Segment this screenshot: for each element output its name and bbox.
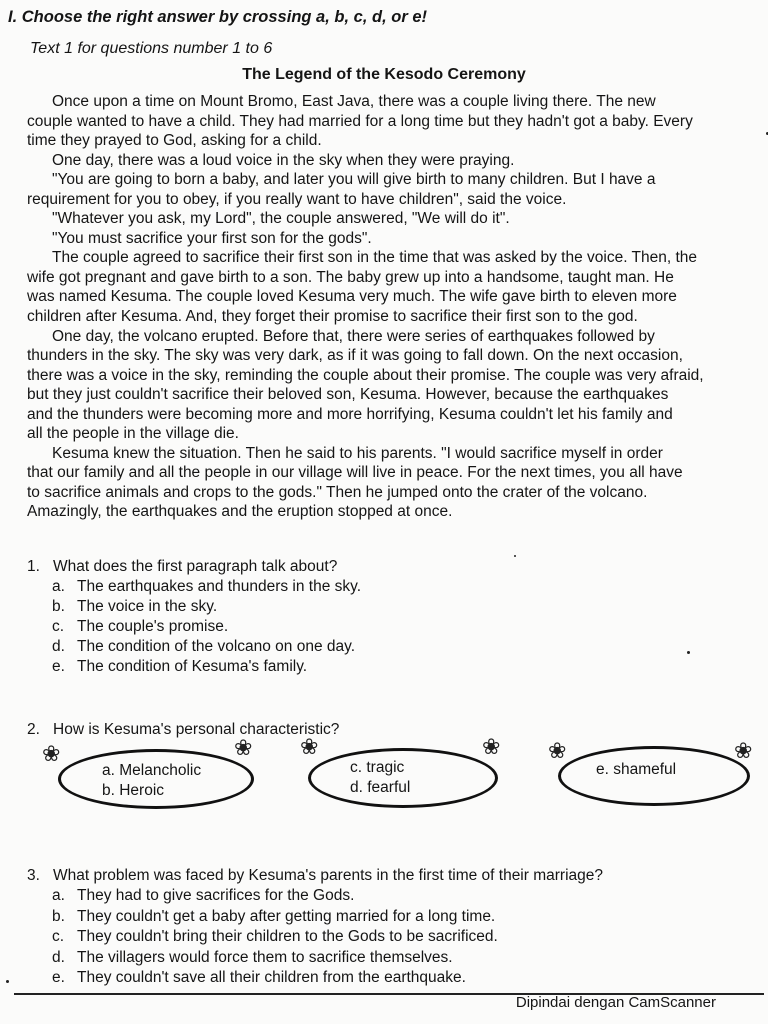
flourish-icon: ❀ bbox=[300, 734, 319, 759]
question-1-option-e[interactable] bbox=[52, 658, 307, 676]
story-line: all the people in the village die. bbox=[27, 425, 239, 443]
story-line: Kesuma knew the situation. Then he said to his parents. "I would sacrifice myself in order bbox=[52, 444, 663, 462]
option-letter: c. bbox=[52, 928, 65, 945]
question-3-number: 3. bbox=[27, 867, 40, 884]
story-line: "You are going to born a baby, and later you will give birth to many children. But I have a bbox=[52, 171, 656, 189]
answer-oval-1[interactable] bbox=[42, 735, 264, 813]
story-line: couple wanted to have a child. They had married for a long time but they hadn't got a baby. Every bbox=[27, 112, 693, 130]
question-2 bbox=[27, 721, 339, 739]
story-line: Once upon a time on Mount Bromo, East Java, there was a couple living there. The new bbox=[52, 93, 656, 110]
option-letter: d. bbox=[52, 948, 65, 966]
story-line: that our family and all the people in our village will live in peace. For the next times, you all have bbox=[27, 464, 683, 482]
question-1-option-b[interactable] bbox=[52, 598, 217, 616]
question-1-number: 1. bbox=[27, 558, 40, 575]
story-body bbox=[27, 92, 761, 522]
option-letter: b. bbox=[52, 598, 65, 615]
flourish-icon: ❀ bbox=[548, 738, 567, 763]
question-1-option-c[interactable] bbox=[52, 618, 228, 636]
oval-1-line-2: b. Heroic bbox=[102, 782, 165, 799]
oval-3-line-1: e. shameful bbox=[596, 761, 677, 778]
option-text: The couple's promise. bbox=[77, 618, 229, 635]
story-title: The Legend of the Kesodo Ceremony bbox=[242, 66, 526, 83]
oval-1-line-1: a. Melancholic bbox=[102, 762, 202, 779]
option-text: They had to give sacrifices for the Gods. bbox=[77, 887, 355, 904]
option-letter: d. bbox=[52, 638, 65, 655]
question-1-option-d[interactable] bbox=[52, 638, 355, 656]
story-line: there was a voice in the sky, reminding the couple about their promise. The couple was very afraid, bbox=[27, 366, 704, 384]
option-text: The voice in the sky. bbox=[77, 598, 218, 615]
story-line: and the thunders were becoming more and more horrifying, Kesuma couldn't let his family and bbox=[27, 405, 673, 423]
story-line: children after Kesuma. And, they forget their promise to sacrifice their first son to the god. bbox=[27, 308, 638, 326]
option-text: The condition of the volcano on one day. bbox=[77, 638, 356, 655]
option-text: They couldn't save all their children from the earthquake. bbox=[77, 969, 466, 986]
question-3-option-a[interactable] bbox=[52, 887, 354, 905]
flourish-icon: ❀ bbox=[734, 738, 753, 763]
option-letter: e. bbox=[52, 969, 65, 986]
scanner-footer: Dipindai dengan CamScanner bbox=[515, 994, 716, 1011]
option-letter: e. bbox=[52, 658, 65, 675]
question-2-text: How is Kesuma's personal characteristic? bbox=[53, 721, 340, 738]
question-1 bbox=[27, 558, 337, 576]
text-label: Text 1 for questions number 1 to 6 bbox=[30, 40, 273, 57]
story-line: to sacrifice animals and crops to the gods." Then he jumped onto the crater of the volcano. bbox=[27, 483, 648, 501]
question-3-option-c[interactable] bbox=[52, 928, 498, 946]
question-2-number: 2. bbox=[27, 721, 40, 738]
story-line: was named Kesuma. The couple loved Kesuma very much. The wife gave birth to eleven more bbox=[27, 288, 677, 306]
option-text: They couldn't bring their children to the Gods to be sacrificed. bbox=[77, 928, 498, 945]
option-text: The villagers would force them to sacrifice themselves. bbox=[77, 948, 453, 966]
story-line: requirement for you to obey, if you really want to have children", said the voice. bbox=[27, 190, 567, 208]
question-3-option-e[interactable] bbox=[52, 969, 466, 987]
scan-speck bbox=[687, 651, 690, 654]
question-3 bbox=[27, 867, 603, 885]
oval-2-line-2: d. fearful bbox=[350, 779, 411, 796]
option-text: The condition of Kesuma's family. bbox=[77, 658, 308, 675]
question-3-text: What problem was faced by Kesuma's parents in the first time of their marriage? bbox=[53, 867, 604, 884]
flourish-icon: ❀ bbox=[42, 741, 61, 766]
flourish-icon: ❀ bbox=[482, 734, 501, 759]
option-letter: a. bbox=[52, 887, 65, 904]
flourish-icon: ❀ bbox=[234, 735, 253, 760]
story-line: thunders in the sky. The sky was very dark, as if it was going to fall down. On the next occasion, bbox=[27, 347, 683, 365]
question-1-text: What does the first paragraph talk about? bbox=[53, 558, 338, 575]
option-text: They couldn't get a baby after getting married for a long time. bbox=[77, 907, 496, 925]
question-3-option-b[interactable] bbox=[52, 908, 495, 926]
question-3-option-d[interactable] bbox=[52, 949, 453, 967]
story-line: wife got pregnant and gave birth to a son. The baby grew up into a handsome, taught man. He bbox=[27, 268, 674, 286]
story-line: The couple agreed to sacrifice their first son in the time that was asked by the voice. Then, the bbox=[52, 249, 698, 267]
scan-speck bbox=[6, 980, 9, 983]
story-line: but they just couldn't sacrifice their beloved son, Kesuma. However, because the earthquakes bbox=[27, 386, 669, 404]
answer-oval-2[interactable] bbox=[296, 736, 514, 810]
story-line: "You must sacrifice your first son for the gods". bbox=[52, 229, 372, 247]
question-1-option-a[interactable] bbox=[52, 578, 361, 596]
story-line: Amazingly, the earthquakes and the eruption stopped at once. bbox=[27, 503, 453, 521]
story-line: "Whatever you ask, my Lord", the couple answered, "We will do it". bbox=[52, 210, 510, 228]
option-letter: a. bbox=[52, 578, 65, 595]
option-text: The earthquakes and thunders in the sky. bbox=[77, 578, 362, 595]
story-line: One day, the volcano erupted. Before that, there were series of earthquakes followed by bbox=[52, 327, 655, 345]
instruction: I. Choose the right answer by crossing a, b, c, d, or e! bbox=[8, 8, 428, 26]
option-letter: c. bbox=[52, 618, 65, 635]
answer-oval-3[interactable] bbox=[544, 736, 762, 810]
story-line: time they prayed to God, asking for a child. bbox=[27, 132, 322, 150]
option-letter: b. bbox=[52, 907, 65, 925]
scan-speck bbox=[514, 555, 516, 557]
story-line: One day, there was a loud voice in the sky when they were praying. bbox=[52, 151, 515, 169]
oval-2-line-1: c. tragic bbox=[350, 759, 405, 776]
